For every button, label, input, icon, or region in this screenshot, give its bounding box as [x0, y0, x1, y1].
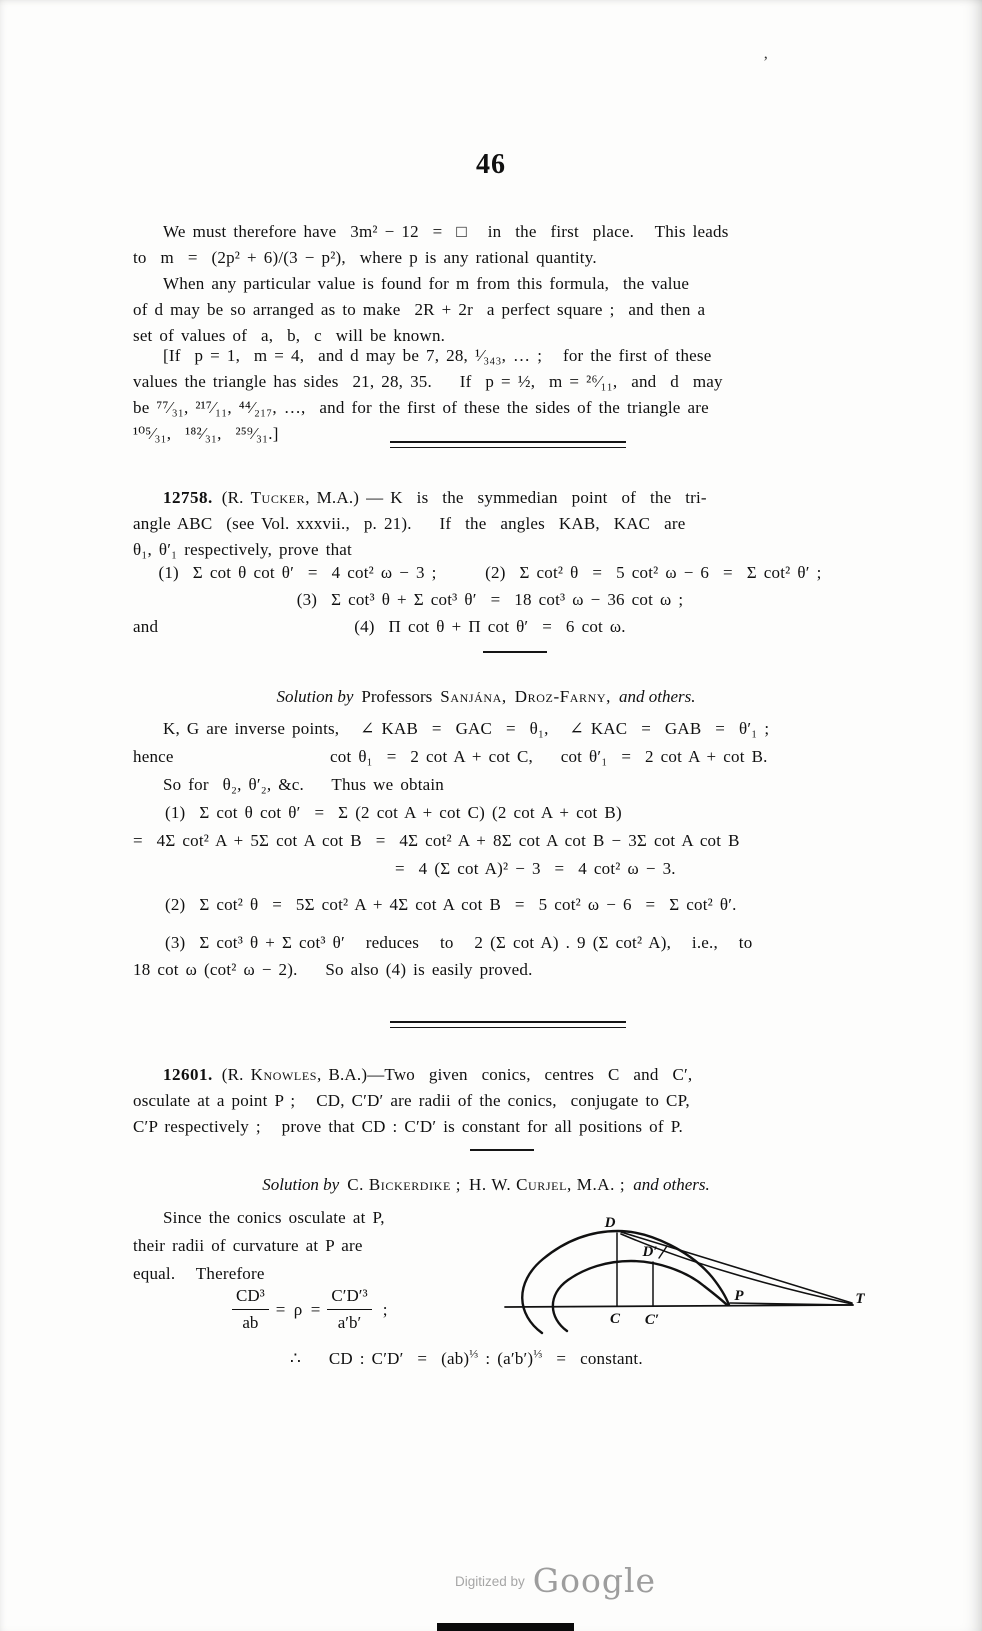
text-segment: : (a′b′) [478, 1349, 534, 1368]
equals-rho: = ρ = [275, 1299, 321, 1319]
text-line: ¹⁰⁵⁄₃₁, ¹⁸²⁄₃₁, ²⁵⁹⁄₃₁.] [133, 424, 279, 443]
figure-label-P: P [734, 1288, 744, 1304]
problem-number: 12601. [163, 1065, 213, 1084]
fraction [232, 1283, 269, 1336]
small-conic-curve [553, 1261, 727, 1331]
fraction [327, 1283, 371, 1336]
conics-figure [495, 1160, 873, 1338]
problem-number: 12758. [163, 488, 213, 507]
problem-statement-line: angle ABC (see Vol. xxxvii., p. 21). If the angles KAB, KAC are [133, 514, 686, 533]
solution-equation-line: = 4Σ cot² A + 5Σ cot A cot B = 4Σ cot² A + 8Σ cot A cot B − 3Σ cot A cot B [133, 831, 740, 850]
solver-name: Sanjána, [440, 687, 507, 706]
scan-edge-black-bar [437, 1623, 574, 1631]
solution-text-line: equal. Therefore [133, 1264, 265, 1283]
text-segment: , M.A.) — K is the symmedian point of the tri- [305, 488, 707, 507]
author-name: Tucker [250, 488, 306, 507]
and-others-label: and others. [619, 687, 696, 706]
section-divider-rule [390, 441, 626, 448]
text-segment: ∴ CD : C′D′ = (ab) [290, 1349, 470, 1368]
figure-label-D-prime: D′ [642, 1244, 658, 1260]
solution-text-line: Since the conics osculate at P, [163, 1208, 385, 1227]
equation-4-row [133, 614, 847, 640]
short-divider-rule [483, 651, 547, 653]
text-line: values the triangle has sides 21, 28, 35. If p = ½, m = ²⁶⁄₁₁, and d may [133, 372, 723, 391]
solution-text-line: So for θ₂, θ′₂, &c. Thus we obtain [163, 775, 445, 794]
solution-equation-line: (3) Σ cot³ θ + Σ cot³ θ′ reduces to 2 (Σ cot A) . 9 (Σ cot² A), i.e., to [165, 933, 753, 952]
text-line: to m = (2p² + 6)/(3 − p²), where p is any rational quantity. [133, 248, 597, 267]
punctuation: ; [378, 1299, 388, 1319]
digitized-by-google-watermark [455, 1561, 657, 1600]
equation-1-2: (1) Σ cot θ cot θ′ = 4 cot² ω − 3 ; (2) Σ cot² θ = 5 cot² ω − 6 = Σ cot² θ′ ; [158, 563, 822, 582]
problem-statement-line: C′P respectively ; prove that CD : C′D′ is constant for all positions of P. [133, 1117, 683, 1136]
solution-equation-line: (1) Σ cot θ cot θ′ = Σ (2 cot A + cot C) (2 cot A + cot B) [165, 803, 622, 822]
section-divider-rule [390, 1021, 626, 1028]
figure-label-T: T [855, 1291, 865, 1307]
text-segment: , B.A.)—Two given conics, centres C and C′, [317, 1065, 693, 1084]
solution-12758-heading [133, 684, 847, 710]
problem-statement-line: θ₁, θ′₁ respectively, prove that [133, 540, 352, 559]
text-line: of d may be so arranged as to make 2R + 2r a perfect square ; and then a [133, 300, 706, 319]
scan-artifact-mark: ’ [763, 54, 769, 71]
author-name: Knowles [250, 1065, 318, 1084]
exponent-one-third: ⅓ [469, 1346, 479, 1361]
text-line: [If p = 1, m = 4, and d may be 7, 28, ¹⁄₃₄₃, … ; for the first of these [163, 346, 712, 365]
exponent-one-third: ⅓ [533, 1346, 543, 1361]
solution-by-label: Solution by [262, 1175, 340, 1194]
text-segment: = constant. [542, 1349, 643, 1368]
text-segment: (R. [221, 1065, 251, 1084]
figure-label-C-prime: C′ [644, 1312, 660, 1328]
hence-equation: cot θ₁ = 2 cot A + cot C, cot θ′₁ = 2 cot A + cot B. [330, 747, 768, 766]
solution-12601-text [133, 1204, 473, 1288]
line-P-T [730, 1303, 853, 1305]
paragraph-intro-2 [133, 271, 847, 349]
equation-3: (3) Σ cot³ θ + Σ cot³ θ′ = 18 cot³ ω − 36 cot ω ; [296, 590, 684, 609]
paragraph-intro-3 [133, 343, 847, 447]
google-logo-text: Google [532, 1561, 657, 1600]
solution-by-label: Solution by [276, 687, 354, 706]
problem-12758 [133, 485, 847, 563]
solution-text-line: their radii of curvature at P are [133, 1236, 363, 1255]
baseline [505, 1305, 853, 1307]
equation-4: (4) Π cot θ + Π cot θ′ = 6 cot ω. [354, 617, 626, 636]
fraction-denominator: ab [232, 1309, 269, 1336]
hence-label: hence [133, 747, 174, 766]
short-divider-rule [470, 1149, 534, 1151]
figure-label-D: D [604, 1215, 616, 1231]
text-line: be ⁷⁷⁄₃₁, ²¹⁷⁄₁₁, ⁴⁴⁄₂₁₇, …, and for the first of these the sides of the triangle are [133, 398, 709, 417]
solver-name: C. Bickerdike ; [347, 1175, 462, 1194]
text-line: set of values of a, b, c will be known. [133, 326, 446, 345]
solver-name: H. W. Curjel, M.A. ; [469, 1175, 626, 1194]
page-number: 46 [476, 149, 506, 180]
solution-equation-line: 18 cot ω (cot² ω − 2). So also (4) is easily proved. [133, 960, 533, 979]
conclusion-line [290, 1346, 643, 1372]
curvature-formula [225, 1283, 388, 1336]
problem-statement-line [133, 485, 847, 511]
text-line: We must therefore have 3m² − 12 = □ in the first place. This leads [163, 222, 729, 241]
solution-equation-line: = 4 (Σ cot A)² − 3 = 4 cot² ω − 3. [395, 859, 676, 878]
and-label: and [133, 617, 159, 636]
solver-name: Droz-Farny, [514, 687, 612, 706]
text-segment: Professors [361, 687, 433, 706]
fraction-numerator: C′D′³ [331, 1286, 368, 1305]
problem-12601 [133, 1062, 847, 1140]
digitized-by-label: Digitized by [455, 1574, 525, 1589]
text-line: When any particular value is found for m from this formula, the value [163, 274, 690, 293]
fraction-denominator: a′b′ [327, 1309, 371, 1336]
paragraph-intro-1 [133, 219, 847, 271]
conics-figure-svg [495, 1160, 873, 1338]
fraction-numerator: CD³ [236, 1286, 265, 1305]
and-others-label: and others. [633, 1175, 710, 1194]
problem-statement-line: osculate at a point P ; CD, C′D′ are radii of the conics, conjugate to CP, [133, 1091, 690, 1110]
figure-label-C: C [609, 1311, 621, 1327]
hence-row [133, 744, 847, 770]
text-segment: (R. [221, 488, 251, 507]
solution-text-line: K, G are inverse points, ∠ KAB = GAC = θ₁, ∠ KAC = GAB = θ′₁ ; [163, 719, 770, 738]
solution-equation-line: (2) Σ cot² θ = 5Σ cot² A + 4Σ cot A cot B = 5 cot² ω − 6 = Σ cot² θ′. [165, 895, 737, 914]
problem-statement-line [133, 1062, 847, 1088]
